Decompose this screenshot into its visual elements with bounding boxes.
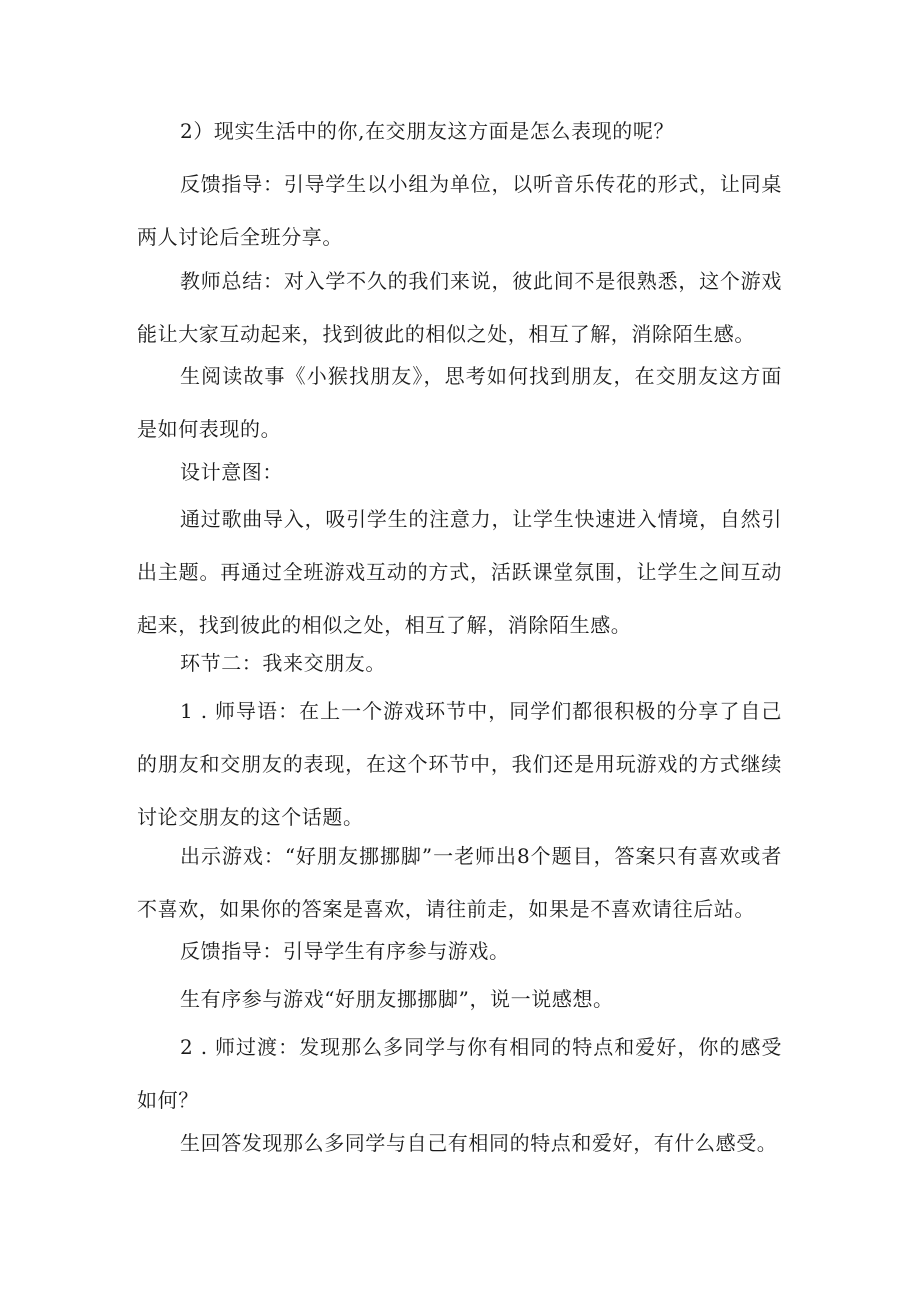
paragraph: 1 . 师导语：在上一个游戏环节中，同学们都很积极的分享了自己的朋友和交朋友的表现，在这个环节中，我们还是用玩游戏的方式继续讨论交朋友的这个话题。: [137, 699, 782, 829]
paragraph: 设计意图：: [180, 460, 283, 484]
paragraph: 生阅读故事《小猴找朋友》，思考如何找到朋友，在交朋友这方面是如何表现的。: [137, 364, 782, 441]
paragraph: 2）现实生活中的你,在交朋友这方面是怎么表现的呢？: [180, 119, 675, 143]
paragraph: 生回答发现那么多同学与自己有相同的特点和爱好，有什么感受。: [180, 1131, 778, 1155]
paragraph: 2 . 师过渡：发现那么多同学与你有相同的特点和爱好，你的感受如何？: [137, 1035, 782, 1112]
paragraph: 环节二：我来交朋友。: [180, 651, 386, 675]
paragraph: 通过歌曲导入，吸引学生的注意力，让学生快速进入情境，自然引出主题。再通过全班游戏互动的方式，活跃课堂氛围，让学生之间互动起来，找到彼此的相似之处，相互了解，消除陌生感。: [137, 507, 782, 637]
paragraph: 教师总结：对入学不久的我们来说，彼此间不是很熟悉，这个游戏能让大家互动起来，找到彼此的相似之处，相互了解，消除陌生感。: [137, 269, 782, 346]
paragraph: 生有序参与游戏“好朋友挪挪脚”，说一说感想。: [180, 987, 614, 1011]
paragraph: 反馈指导：引导学生以小组为单位，以听音乐传花的形式，让同桌两人讨论后全班分享。: [137, 172, 782, 249]
paragraph: 反馈指导：引导学生有序参与游戏。: [180, 939, 510, 963]
paragraph: 出示游戏：“好朋友挪挪脚”一老师出8个题目，答案只有喜欢或者不喜欢，如果你的答案是喜欢，请往前走，如果是不喜欢请往后站。: [137, 844, 782, 921]
